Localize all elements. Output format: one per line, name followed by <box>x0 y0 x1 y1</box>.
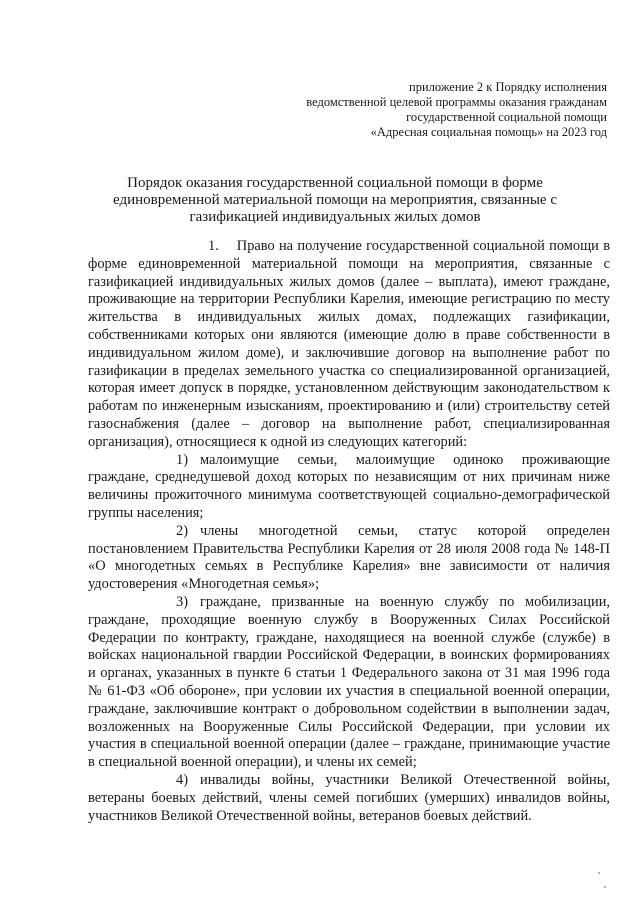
appendix-line: «Адресная социальная помощь» на 2023 год <box>370 125 607 139</box>
list-item-number: 2) <box>176 522 188 539</box>
list-item-text: малоимущие семьи, малоимущие одиноко проживающие граждане, среднедушевой доход которых по независящим от них причинам ниже величины прожиточного минимума соответствующей социально-демографической группы населения; <box>88 451 610 521</box>
list-item-1 <box>88 452 610 523</box>
scan-artifact <box>604 886 606 888</box>
document-body <box>88 238 610 825</box>
list-item-4 <box>88 772 610 825</box>
list-item-3 <box>88 594 610 772</box>
title-line: единовременной материальной помощи на мероприятия, связанные с <box>113 192 557 208</box>
document-title <box>90 175 580 226</box>
appendix-line: ведомственной целевой программы оказания гражданам <box>306 95 607 109</box>
scan-artifact <box>598 872 600 874</box>
title-line: Порядок оказания государственной социальной помощи в форме <box>127 175 543 191</box>
list-item-number: 3) <box>176 593 188 610</box>
list-item-text: инвалиды войны, участники Великой Отечественной войны, ветераны боевых действий, члены семей погибших (умерших) инвалидов войны, участников Великой Отечественной войны, ветеранов боевых действий. <box>88 771 610 824</box>
appendix-note <box>306 80 607 140</box>
appendix-line: государственной социальной помощи <box>406 110 607 124</box>
paragraph-text: Право на получение государственной социальной помощи в форме единовременной материальной помощи на мероприятия, связанные с газификацией индивидуальных жилых домов (далее – выплата), имеют граждане, проживающие на территории Республики Карелия, имеющие регистрацию по месту жительства в индивидуальных жилых домах, подлежащих газификации, собственниками которых они являются (имеющие долю в праве собственности в индивидуальном жилом доме), и заключившие договор на выполнение работ по газификации в пределах земельного участка со специализированной организацией, которая имеет допуск в порядке, установленном действующим законодательством к работам по инженерным изысканиям, проектированию и (или) строительству сетей газоснабжения (далее – договор на выполнение работ, специализированная организация), относящиеся к одной из следующих категорий: <box>88 238 610 450</box>
paragraph-1 <box>88 238 610 452</box>
list-item-2 <box>88 523 610 594</box>
paragraph-number: 1. <box>208 238 219 254</box>
title-line: газификацией индивидуальных жилых домов <box>189 209 481 225</box>
list-item-number: 1) <box>176 451 188 468</box>
list-item-text: граждане, призванные на военную службу по мобилизации, граждане, проходящие военную службу в Вооруженных Силах Российской Федерации по контракту, граждане, находящиеся на военной службе (службе) в войсках национальной гвардии Российской Федерации, в воинских формированиях и органах, указанных в пункте 6 статьи 1 Федерального закона от 31 мая 1996 года № 61-ФЗ «Об обороне», при условии их участия в специальной военной операции, граждане, заключившие контракт о добровольном содействии в выполнении задач, возложенных на Вооруженные Силы Российской Федерации, при условии их участия в специальной военной операции (далее – граждане, принимающие участие в специальной военной операции), и члены их семей; <box>88 593 610 771</box>
appendix-line: приложение 2 к Порядку исполнения <box>409 80 607 94</box>
list-item-text: члены многодетной семьи, статус которой определен постановлением Правительства Республики Карелия от 28 июля 2008 года № 148-П «О многодетных семьях в Республике Карелия» вне зависимости от наличия удостоверения «Многодетная семья»; <box>88 522 610 593</box>
list-item-number: 4) <box>176 771 188 788</box>
